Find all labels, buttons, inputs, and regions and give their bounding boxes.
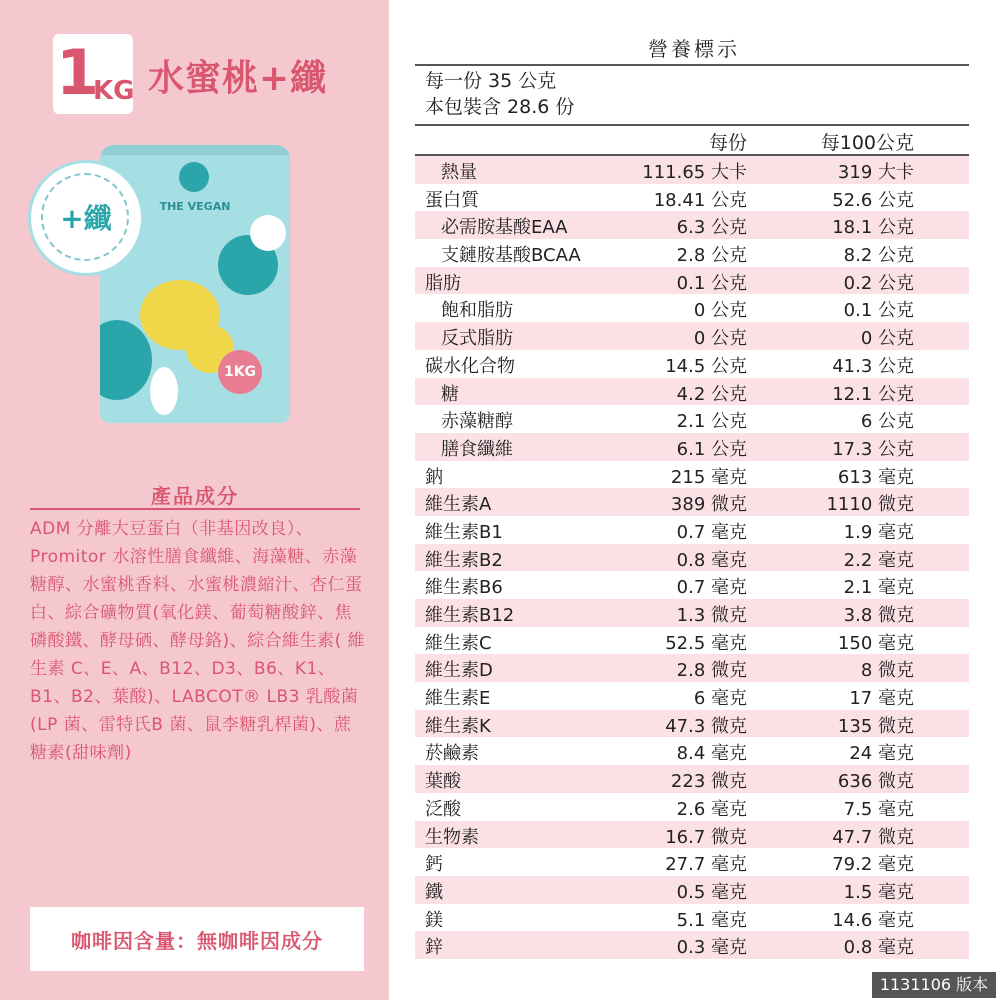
- per-serving-value: 47.3 微克: [665, 715, 747, 737]
- nutrient-name: 赤藻糖醇: [441, 411, 513, 433]
- per-serving-value: 18.41 公克: [653, 189, 747, 211]
- table-row: [415, 599, 969, 627]
- nutrient-name: 支鏈胺基酸BCAA: [441, 245, 581, 267]
- table-row: [415, 904, 969, 932]
- column-header-per-serving: 每份: [708, 132, 747, 154]
- ingredients-text: ADM 分離大豆蛋白（非基因改良）、Promitor 水溶性膳食纖維、海藻糖、赤藻糖醇、水蜜桃香料、水蜜桃濃縮汁、杏仁蛋白、綜合礦物質(氧化鎂、葡萄糖酸鋅、焦磷酸鐵、酵母硒、酵母鉻)、綜合維生素( 維生素 C、E、A、B12、D3、B6、K1、B1、B2、葉酸)、LABCOT® LB3 乳酸菌 (LP 菌、雷特氏B 菌、鼠李糖乳桿菌)、蔗糖素(甜味劑): [30, 519, 366, 763]
- per-serving-value: 8.4 毫克: [676, 743, 747, 765]
- table-row: [415, 211, 969, 239]
- nutrient-name: 維生素D: [425, 660, 493, 682]
- table-row: [415, 516, 969, 544]
- table-row: [415, 350, 969, 378]
- nutrition-table: [415, 156, 969, 959]
- per-serving-value: 0 公克: [693, 300, 747, 322]
- per-100g-value: 319 大卡: [837, 162, 914, 183]
- nutrient-name: 維生素B12: [425, 605, 515, 626]
- nutrient-name: 碳水化合物: [425, 355, 515, 377]
- nutrient-name: 蛋白質: [425, 189, 479, 211]
- per-100g-value: 47.7 微克: [832, 826, 914, 848]
- per-100g-value: 0.2 公克: [843, 272, 914, 294]
- table-row: [415, 710, 969, 738]
- per-100g-value: 150 毫克: [837, 632, 914, 654]
- nutrient-name: 鈣: [425, 854, 443, 876]
- column-header-per-100g: 每100公克: [820, 132, 914, 154]
- per-serving-value: 4.2 公克: [676, 383, 747, 405]
- per-100g-value: 17.3 公克: [832, 438, 914, 460]
- per-100g-value: 79.2 毫克: [832, 854, 914, 876]
- nutrient-name: 鋅: [425, 937, 443, 959]
- caffeine-text: 咖啡因含量：無咖啡因成分: [71, 929, 323, 953]
- per-100g-value: 18.1 公克: [832, 217, 914, 239]
- per-serving-value: 111.65 大卡: [642, 162, 747, 183]
- per-serving-value: 52.5 毫克: [665, 632, 747, 654]
- per-serving-value: 223 微克: [670, 771, 747, 793]
- per-100g-value: 1110 微克: [826, 494, 914, 516]
- table-row: [415, 488, 969, 516]
- per-serving-value: 6 毫克: [693, 688, 747, 710]
- serving-size: 每一份 35 公克: [425, 70, 557, 92]
- nutrient-name: 泛酸: [425, 798, 461, 820]
- nutrient-name: 脂肪: [425, 272, 461, 294]
- fiber-badge-text: +纖: [60, 202, 112, 235]
- per-serving-value: 389 微克: [670, 494, 747, 516]
- nutrient-name: 鈉: [425, 466, 443, 488]
- per-serving-value: 5.1 毫克: [676, 909, 747, 931]
- table-row: [415, 821, 969, 849]
- nutrient-name: 維生素B6: [425, 577, 503, 599]
- per-serving-value: 6.1 公克: [676, 438, 747, 460]
- per-serving-value: 2.6 毫克: [676, 798, 747, 820]
- per-100g-value: 52.6 公克: [832, 189, 914, 211]
- table-row: [415, 322, 969, 350]
- flavor-title: 水蜜桃+纖: [148, 58, 328, 99]
- nutrient-name: 膳食纖維: [441, 438, 513, 460]
- table-row: [415, 682, 969, 710]
- per-100g-value: 2.2 毫克: [843, 549, 914, 571]
- table-row: [415, 267, 969, 295]
- per-serving-value: 2.8 公克: [676, 245, 747, 267]
- per-serving-value: 6.3 公克: [676, 217, 747, 239]
- per-serving-value: 0.8 毫克: [676, 549, 747, 571]
- per-100g-value: 7.5 毫克: [843, 798, 914, 820]
- nutrient-name: 維生素E: [425, 688, 491, 710]
- per-serving-value: 0 公克: [693, 328, 747, 350]
- per-100g-value: 6 公克: [860, 411, 914, 433]
- per-100g-value: 135 微克: [837, 715, 914, 737]
- brand-logo-icon: [179, 162, 209, 192]
- package-weight-icon: 1KG: [218, 350, 262, 394]
- nutrient-name: 維生素K: [425, 715, 491, 737]
- table-row: [415, 876, 969, 904]
- table-row: [415, 765, 969, 793]
- table-row: [415, 571, 969, 599]
- nutrient-name: 飽和脂肪: [441, 300, 513, 322]
- per-serving-value: 215 毫克: [670, 466, 747, 488]
- nutrient-name: 熱量: [441, 162, 477, 183]
- divider: [415, 124, 969, 126]
- per-100g-value: 8.2 公克: [843, 245, 914, 267]
- product-panel: [0, 0, 389, 1000]
- per-100g-value: 1.5 毫克: [843, 881, 914, 903]
- per-100g-value: 14.6 毫克: [832, 909, 914, 931]
- per-serving-value: 2.8 微克: [676, 660, 747, 682]
- weight-number: 1: [56, 36, 100, 109]
- package-brand: THE VEGAN: [159, 200, 231, 213]
- nutrient-name: 反式脂肪: [441, 328, 513, 350]
- per-100g-value: 24 毫克: [849, 743, 914, 765]
- ingredients-title: 產品成分: [151, 484, 239, 508]
- table-row: [415, 544, 969, 572]
- per-serving-value: 14.5 公克: [665, 355, 747, 377]
- table-row: [415, 294, 969, 322]
- nutrient-name: 菸鹼素: [425, 743, 479, 765]
- per-serving-value: 0.7 毫克: [676, 521, 747, 543]
- per-serving-value: 0.1 公克: [676, 272, 747, 294]
- nutrient-name: 生物素: [425, 826, 479, 848]
- nutrient-name: 葉酸: [425, 771, 461, 793]
- servings-per-package: 本包裝含 28.6 份: [425, 96, 575, 118]
- table-row: [415, 433, 969, 461]
- per-100g-value: 3.8 微克: [843, 605, 914, 626]
- divider: [415, 64, 969, 66]
- caffeine-box: [30, 907, 364, 971]
- nutrient-name: 鎂: [425, 909, 443, 931]
- nutrition-panel: [389, 0, 1000, 1000]
- high-fiber-badge: [28, 160, 144, 276]
- per-100g-value: 17 毫克: [849, 688, 914, 710]
- table-row: [415, 627, 969, 655]
- nutrient-name: 糖: [441, 383, 459, 405]
- table-row: [415, 848, 969, 876]
- per-100g-value: 12.1 公克: [832, 383, 914, 405]
- per-100g-value: 1.9 毫克: [843, 521, 914, 543]
- table-row: [415, 378, 969, 406]
- serving-info: [425, 68, 574, 120]
- per-100g-value: 0.1 公克: [843, 300, 914, 322]
- per-serving-value: 1.3 微克: [676, 605, 747, 626]
- table-row: [415, 184, 969, 212]
- table-row: [415, 931, 969, 959]
- nutrient-name: 維生素B2: [425, 549, 503, 571]
- nutrient-name: 維生素A: [425, 494, 492, 516]
- per-100g-value: 613 毫克: [837, 466, 914, 488]
- nutrient-name: 維生素C: [425, 632, 492, 654]
- table-row: [415, 461, 969, 489]
- table-row: [415, 737, 969, 765]
- nutrient-name: 必需胺基酸EAA: [441, 217, 568, 239]
- nutrient-name: 鐵: [425, 881, 443, 903]
- table-row: [415, 156, 969, 184]
- per-100g-value: 0.8 毫克: [843, 937, 914, 959]
- per-serving-value: 0.3 毫克: [676, 937, 747, 959]
- per-100g-value: 2.1 毫克: [843, 577, 914, 599]
- per-serving-value: 0.5 毫克: [676, 881, 747, 903]
- per-100g-value: 41.3 公克: [832, 355, 914, 377]
- table-row: [415, 239, 969, 267]
- version-label: 1131106 版本: [872, 972, 996, 998]
- per-100g-value: 636 微克: [837, 771, 914, 793]
- per-serving-value: 2.1 公克: [676, 411, 747, 433]
- per-serving-value: 27.7 毫克: [665, 854, 747, 876]
- weight-badge: [53, 34, 133, 114]
- nutrient-name: 維生素B1: [425, 521, 503, 543]
- table-row: [415, 793, 969, 821]
- per-100g-value: 8 微克: [860, 660, 914, 682]
- per-serving-value: 16.7 微克: [665, 826, 747, 848]
- per-100g-value: 0 公克: [860, 328, 914, 350]
- ingredients-divider: [30, 508, 360, 510]
- table-row: [415, 654, 969, 682]
- table-row: [415, 405, 969, 433]
- per-serving-value: 0.7 毫克: [676, 577, 747, 599]
- nutrition-title: 營養標示: [648, 37, 740, 61]
- weight-unit: KG: [93, 76, 135, 106]
